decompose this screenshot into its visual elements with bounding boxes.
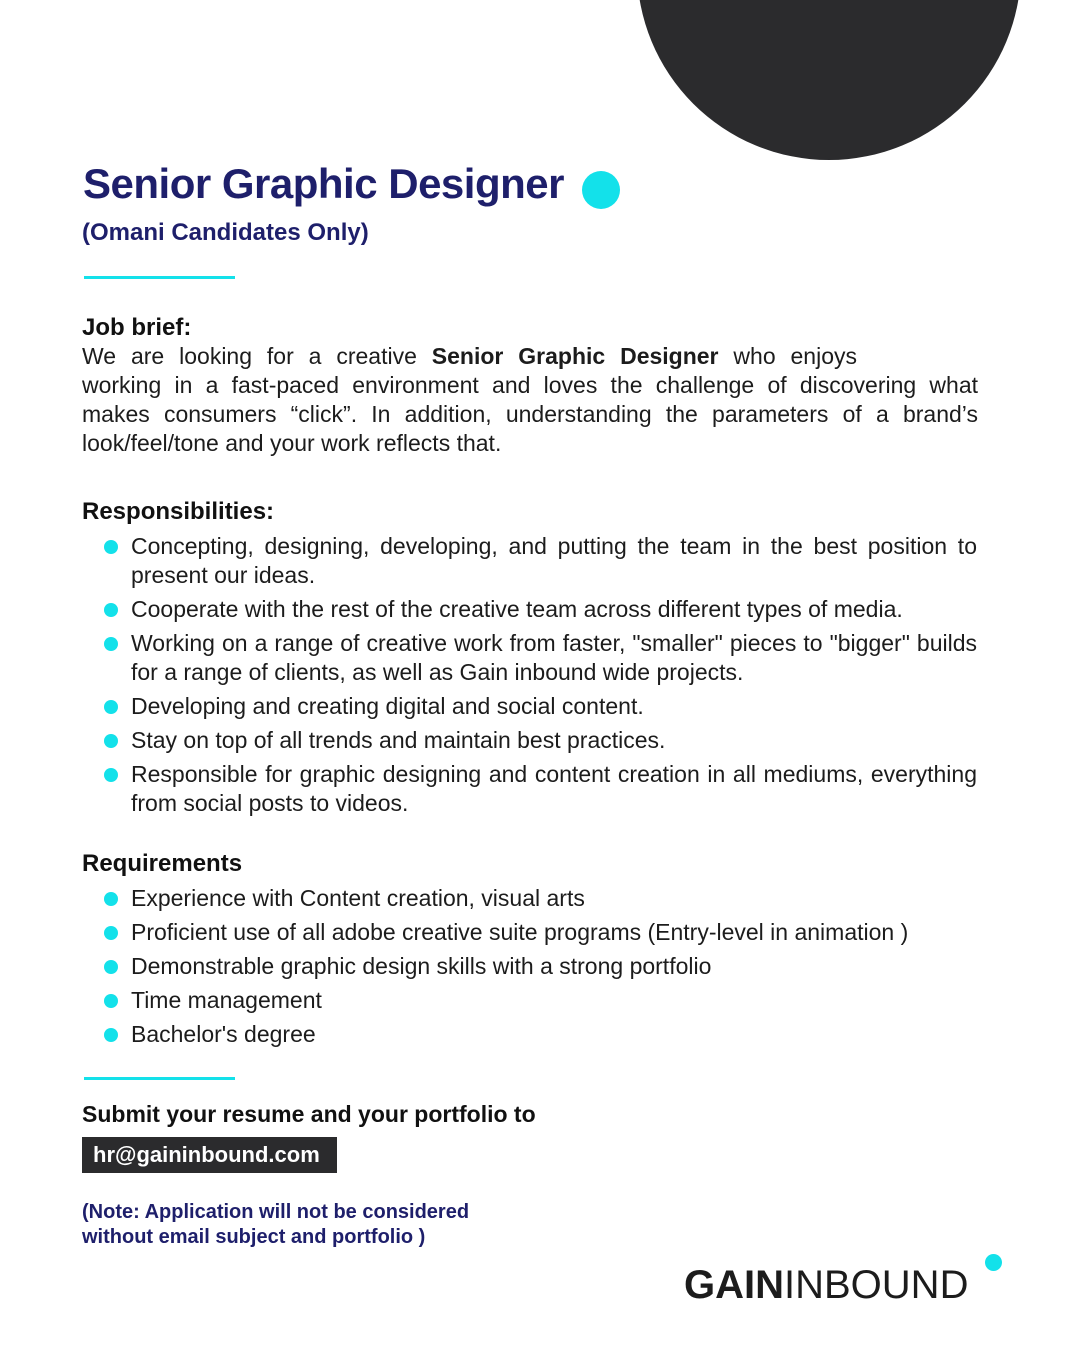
list-item: Working on a range of creative work from faster, "smaller" pieces to "bigger" builds for a range of clients, as well as Gain inbound wide projects. <box>131 629 977 687</box>
bullet-icon <box>104 700 118 714</box>
list-item: Proficient use of all adobe creative suite programs (Entry-level in animation ) <box>131 918 977 947</box>
list-item: Developing and creating digital and social content. <box>131 692 977 721</box>
job-brief-heading: Job brief: <box>82 314 192 341</box>
job-title: Senior Graphic Designer <box>83 160 564 207</box>
list-item: Time management <box>131 986 977 1015</box>
bullet-icon <box>104 768 118 782</box>
list-item: Bachelor's degree <box>131 1020 977 1049</box>
list-item: Demonstrable graphic design skills with a strong portfolio <box>131 952 977 981</box>
decorative-half-circle <box>637 0 1021 160</box>
list-item: Responsible for graphic designing and content creation in all mediums, everything from social posts to videos. <box>131 760 977 818</box>
logo-dot-icon <box>985 1254 1002 1271</box>
job-brief-line-4: look/feel/tone and your work reflects that. <box>82 430 502 456</box>
bullet-icon <box>104 994 118 1008</box>
submit-instruction: Submit your resume and your portfolio to <box>82 1101 536 1127</box>
bullet-icon <box>104 540 118 554</box>
bullet-icon <box>104 892 118 906</box>
job-brief-bold-title: Senior Graphic Designer <box>431 343 719 369</box>
responsibilities-heading: Responsibilities: <box>82 498 275 525</box>
list-item: Cooperate with the rest of the creative team across different types of media. <box>131 595 977 624</box>
job-brief-line-1: We are looking for a creative Senior Graphic Designer who enjoys <box>82 343 857 369</box>
divider-top <box>84 276 235 279</box>
list-item: Concepting, designing, developing, and putting the team in the best position to present our ideas. <box>131 532 977 590</box>
job-subtitle: (Omani Candidates Only) <box>82 219 369 246</box>
job-brief-line-3: makes consumers “click”. In addition, understanding the parameters of a brand’s <box>82 401 978 427</box>
job-brief-text <box>82 342 978 458</box>
email-address[interactable]: hr@gaininbound.com <box>82 1137 337 1173</box>
requirements-heading: Requirements <box>82 850 243 877</box>
bullet-icon <box>104 637 118 651</box>
accent-dot <box>582 171 620 209</box>
divider-bottom <box>84 1077 235 1080</box>
list-item: Experience with Content creation, visual arts <box>131 884 977 913</box>
list-item: Stay on top of all trends and maintain best practices. <box>131 726 977 755</box>
bullet-icon <box>104 734 118 748</box>
bullet-icon <box>104 926 118 940</box>
application-note: (Note: Application will not be considered without email subject and portfolio ) <box>82 1201 470 1248</box>
bullet-icon <box>104 1028 118 1042</box>
bullet-icon <box>104 603 118 617</box>
company-logo: GAININBOUND <box>684 1263 969 1307</box>
job-brief-line-2: working in a fast-paced environment and loves the challenge of discovering what <box>82 372 978 398</box>
bullet-icon <box>104 960 118 974</box>
